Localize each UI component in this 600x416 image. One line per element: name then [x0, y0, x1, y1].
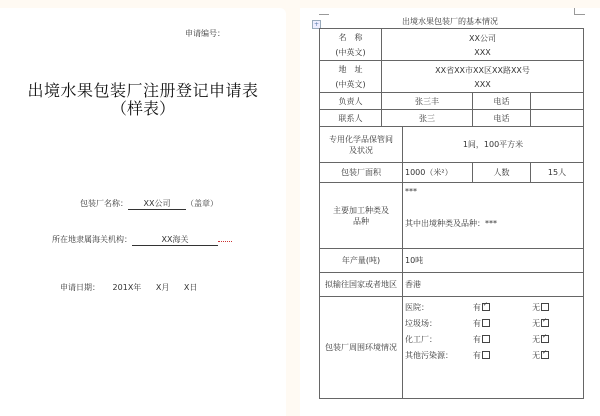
table-row — [320, 110, 584, 127]
environment-item-hospital: 医院： 有 ✓ 无 — [405, 299, 583, 315]
table-move-handle-icon[interactable]: + — [313, 21, 320, 28]
factory-name-value: XX公司 — [128, 198, 186, 210]
factory-name-label: 包装厂名称： — [80, 199, 128, 208]
leader-label: 负责人 — [320, 93, 382, 110]
environment-item-landfill: 垃圾场： 有 无✓ — [405, 315, 583, 331]
left-page — [0, 8, 286, 416]
table-title: 出境水果包装厂的基本情况 — [402, 17, 498, 26]
date-label: 申请日期： — [60, 283, 100, 292]
contact-phone-label: 电话 — [473, 110, 531, 127]
table-row — [320, 183, 584, 249]
staff-value: 15人 — [531, 163, 584, 183]
annual-output-value: 10吨 — [403, 249, 584, 273]
other-pollution-yes-checkbox[interactable] — [482, 351, 490, 359]
contact-label: 联系人 — [320, 110, 382, 127]
environment-label: 包装厂周围环境情况 — [320, 297, 403, 399]
spellcheck-underline — [218, 241, 232, 242]
chemical-plant-yes-checkbox[interactable] — [482, 335, 490, 343]
hospital-no-checkbox[interactable] — [541, 303, 549, 311]
chem-storage-value: 1间，100平方米 — [403, 127, 584, 163]
crop-mark-top-right — [574, 8, 585, 15]
customs-value: XX海关 — [132, 234, 218, 246]
leader-phone-label: 电话 — [473, 93, 531, 110]
destination-value: 香港 — [403, 273, 584, 297]
document-title: 出境水果包装厂注册登记申请表 — [27, 81, 259, 100]
chem-storage-label: 专用化学品保管间及状况 — [320, 127, 403, 163]
name-label-cell: 名 称 (中英文) — [320, 29, 382, 61]
staff-label: 人数 — [473, 163, 531, 183]
date-day: X日 — [183, 283, 198, 292]
environment-item-chemical-plant: 化工厂： 有 无✓ — [405, 331, 583, 347]
processing-label: 主要加工种类及品种 — [320, 183, 403, 249]
table-row — [320, 127, 584, 163]
area-value: 1000（米²） — [403, 163, 473, 183]
contact-phone-value — [531, 110, 584, 127]
other-pollution-no-checkbox[interactable] — [541, 351, 549, 359]
customs-field — [52, 234, 232, 246]
basic-info-table — [319, 28, 584, 399]
table-row — [320, 29, 584, 61]
landfill-no-checkbox[interactable] — [541, 319, 549, 327]
table-row — [320, 163, 584, 183]
table-row — [320, 297, 584, 399]
annual-output-label: 年产量(吨) — [320, 249, 403, 273]
date-year: 201X年 — [112, 283, 142, 292]
hospital-yes-checkbox[interactable] — [482, 303, 490, 311]
address-value-cell: XX省XX市XX区XX路XX号 XXX — [382, 61, 584, 93]
date-month: X月 — [155, 283, 170, 292]
leader-phone-value — [531, 93, 584, 110]
destination-label: 拟输往国家或者地区 — [320, 273, 403, 297]
chemical-plant-no-checkbox[interactable] — [541, 335, 549, 343]
table-row — [320, 249, 584, 273]
document-subtitle: （样表） — [110, 99, 175, 118]
factory-name-field — [80, 198, 218, 210]
table-row — [320, 61, 584, 93]
contact-value: 张三 — [382, 110, 473, 127]
address-label-cell: 地 址 (中英文) — [320, 61, 382, 93]
table-row — [320, 93, 584, 110]
name-value-cell: XX公司 XXX — [382, 29, 584, 61]
factory-name-suffix: （盖章） — [186, 199, 218, 208]
processing-value-cell: *** 其中出境种类及品种：*** — [403, 183, 584, 249]
customs-label: 所在地隶属海关机构： — [52, 235, 132, 244]
table-row — [320, 273, 584, 297]
area-label: 包装厂面积 — [320, 163, 403, 183]
right-page — [300, 8, 600, 416]
application-number-label: 申请编号： — [185, 29, 225, 38]
environment-item-other-pollution: 其他污染源： 有 无✓ — [405, 347, 583, 363]
landfill-yes-checkbox[interactable] — [482, 319, 490, 327]
crop-mark-top-left — [319, 8, 329, 15]
environment-cell — [403, 297, 584, 399]
leader-value: 张三丰 — [382, 93, 473, 110]
date-field — [60, 282, 197, 293]
